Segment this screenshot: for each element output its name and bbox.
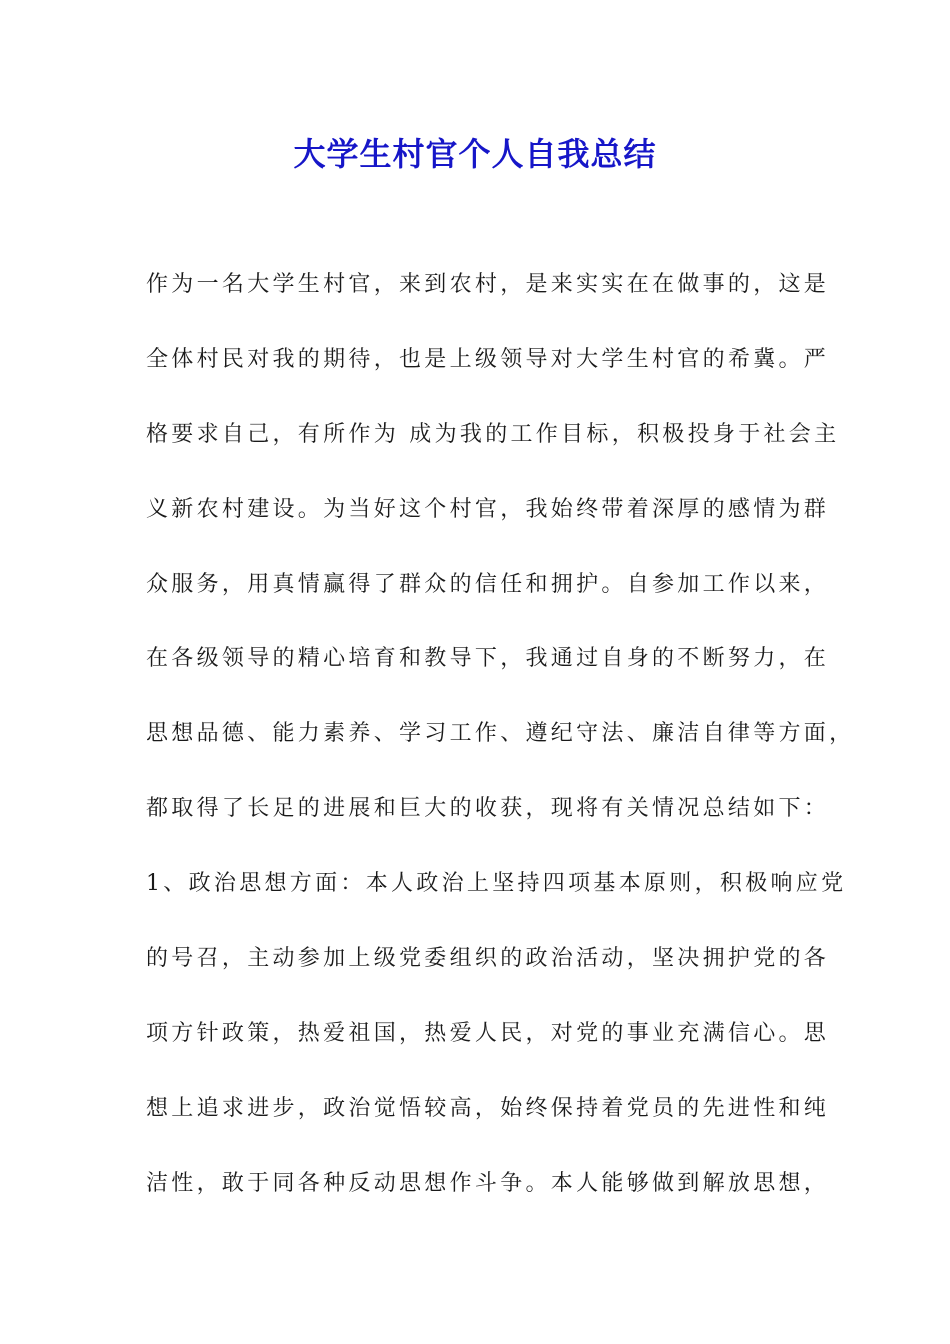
paragraph-line: 作为一名大学生村官，来到农村，是来实实在在做事的，这是 bbox=[146, 272, 830, 297]
paragraph-line: 思想品德、能力素养、学习工作、遵纪守法、廉洁自律等方面， bbox=[146, 721, 855, 747]
paragraph-line: 格要求自己，有所作为 成为我的工作目标，积极投身于社会主 bbox=[146, 421, 840, 447]
paragraph-line: 义新农村建设。为当好这个村官，我始终带着深厚的感情为群 bbox=[146, 496, 830, 522]
paragraph-line: 的号召，主动参加上级党委组织的政治活动，坚决拥护党的各 bbox=[146, 946, 830, 972]
paragraph-line: 在各级领导的精心培育和教导下，我通过自身的不断努力，在 bbox=[146, 646, 830, 672]
paragraph-line: 全体村民对我的期待，也是上级领导对大学生村官的希冀。严 bbox=[146, 346, 830, 372]
paragraph-line: 项方针政策，热爱祖国，热爱人民，对党的事业充满信心。思 bbox=[146, 1020, 830, 1046]
paragraph-line: 想上追求进步，政治觉悟较高，始终保持着党员的先进性和纯 bbox=[146, 1095, 830, 1121]
document-title: 大学生村官个人自我总结 bbox=[293, 135, 657, 173]
paragraph-line: 1、政治思想方面：本人政治上坚持四项基本原则，积极响应党 bbox=[146, 871, 847, 897]
paragraph-line: 洁性，敢于同各种反动思想作斗争。本人能够做到解放思想， bbox=[146, 1170, 830, 1196]
paragraph-line: 都取得了长足的进展和巨大的收获，现将有关情况总结如下： bbox=[146, 796, 830, 822]
document-body bbox=[146, 258, 855, 1232]
paragraph-line: 众服务，用真情赢得了群众的信任和拥护。自参加工作以来， bbox=[146, 571, 830, 597]
